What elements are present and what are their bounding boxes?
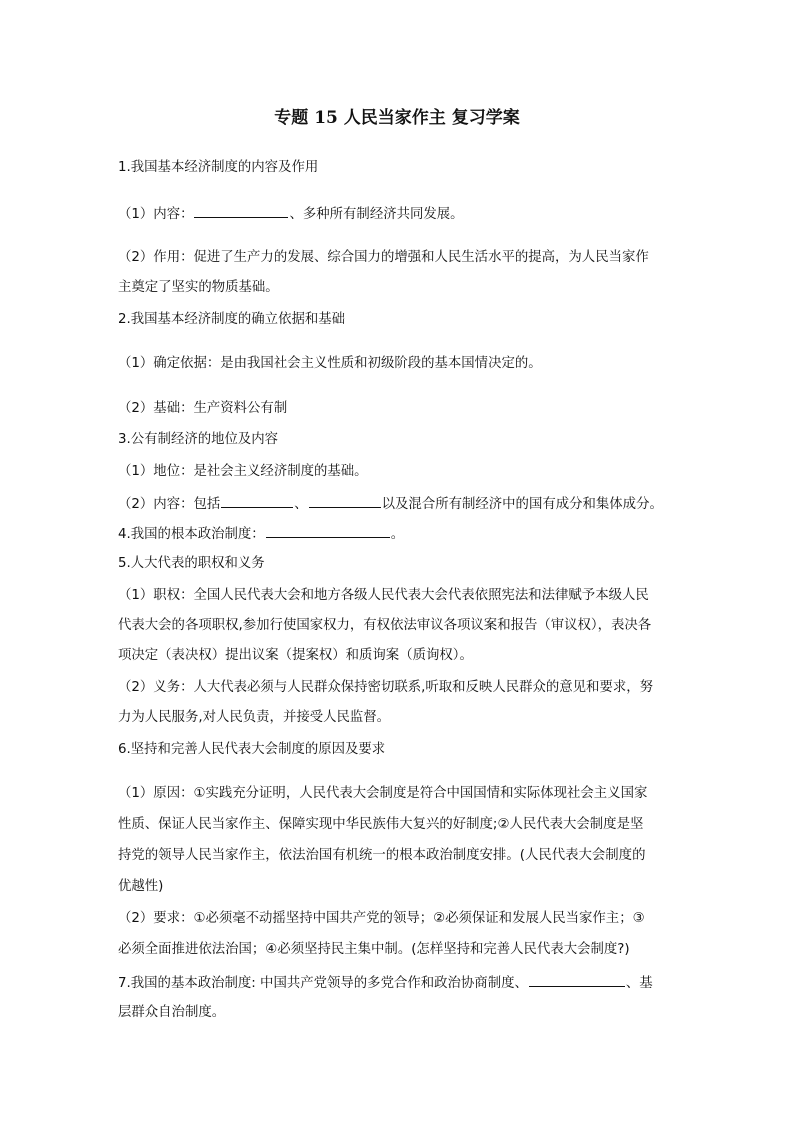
fill-blank-4[interactable]: [266, 523, 390, 538]
section-5-heading: 5.人大代表的职权和义务: [118, 556, 265, 571]
section-7-line-1: [118, 972, 688, 994]
section-1-content-prefix: （1）内容：: [118, 207, 194, 222]
section-1-effect-line-1: （2）作用：促进了生产力的发展、综合国力的增强和人民生活水平的提高，为人民当家作: [118, 250, 649, 265]
section-6-requirement-line-1: （2）要求：①必须毫不动摇坚持中国共产党的领导；②必须保证和发展人民当家作主；③: [118, 911, 645, 926]
section-4-prefix: 4.我国的根本政治制度：: [118, 527, 265, 542]
section-1-heading: 1.我国基本经济制度的内容及作用: [118, 160, 319, 175]
section-2-basis: （1）确定依据：是由我国社会主义性质和初级阶段的基本国情决定的。: [118, 356, 542, 371]
section-6-reason-line-3: 持党的领导人民当家作主，依法治国有机统一的根本政治制度安排。(人民代表大会制度的: [118, 848, 646, 863]
fill-blank-2[interactable]: [221, 493, 293, 508]
section-5-powers-line-2: 代表大会的各项职权,参加行使国家权力，有权依法审议各项议案和报告（审议权），表决各: [118, 618, 652, 633]
section-3-content-suffix: 以及混合所有制经济中的国有成分和集体成分。: [381, 497, 663, 512]
section-2-heading: 2.我国基本经济制度的确立依据和基础: [118, 312, 346, 327]
section-6-reason-line-4: 优越性): [118, 879, 164, 894]
section-6-reason-line-2: 性质、保证人民当家作主、保障实现中华民族伟大复兴的好制度;②人民代表大会制度是坚: [118, 817, 644, 832]
section-4-suffix: 。: [390, 527, 405, 542]
section-1-content-suffix: 、多种所有制经济共同发展。: [289, 207, 464, 222]
section-3-separator: 、: [294, 497, 308, 512]
section-5-duties-line-2: 力为人民服务,对人民负责，并接受人民监督。: [118, 710, 391, 725]
section-6-reason-line-1: （1）原因：①实践充分证明，人民代表大会制度是符合中国国情和实际体现社会主义国家: [118, 786, 648, 801]
section-3-status: （1）地位：是社会主义经济制度的基础。: [118, 464, 368, 479]
section-5-powers-line-1: （1）职权：全国人民代表大会和地方各级人民代表大会代表依照宪法和法律赋予本级人民: [118, 588, 649, 603]
section-5-powers-line-3: 项决定（表决权）提出议案（提案权）和质询案（质询权）。: [118, 648, 473, 663]
section-5-duties-line-1: （2）义务：人大代表必须与人民群众保持密切联系,听取和反映人民群众的意见和要求，努: [118, 680, 654, 695]
section-3-heading: 3.公有制经济的地位及内容: [118, 432, 279, 447]
section-6-heading: 6.坚持和完善人民代表大会制度的原因及要求: [118, 742, 386, 757]
section-6-requirement-line-2: 必须全面推进依法治国；④必须坚持民主集中制。(怎样坚持和完善人民代表大会制度?): [118, 942, 630, 957]
section-3-content-prefix: （2）内容：包括: [118, 497, 221, 512]
section-3-content: [118, 493, 688, 515]
section-1-effect-line-2: 主奠定了坚实的物质基础。: [118, 280, 279, 295]
section-1-content: [118, 203, 688, 225]
fill-blank-1[interactable]: [194, 203, 288, 218]
section-4-line: [118, 523, 688, 545]
section-7-line-2: 层群众自治制度。: [118, 1005, 226, 1020]
fill-blank-5[interactable]: [529, 972, 625, 987]
document-title: 专题 15 人民当家作主 复习学案: [274, 108, 520, 128]
section-7-suffix: 、基: [625, 976, 653, 991]
fill-blank-3[interactable]: [309, 493, 381, 508]
section-7-prefix: 7.我国的基本政治制度: 中国共产党领导的多党合作和政治协商制度、: [118, 976, 528, 991]
section-2-foundation: （2）基础：生产资料公有制: [118, 401, 288, 416]
